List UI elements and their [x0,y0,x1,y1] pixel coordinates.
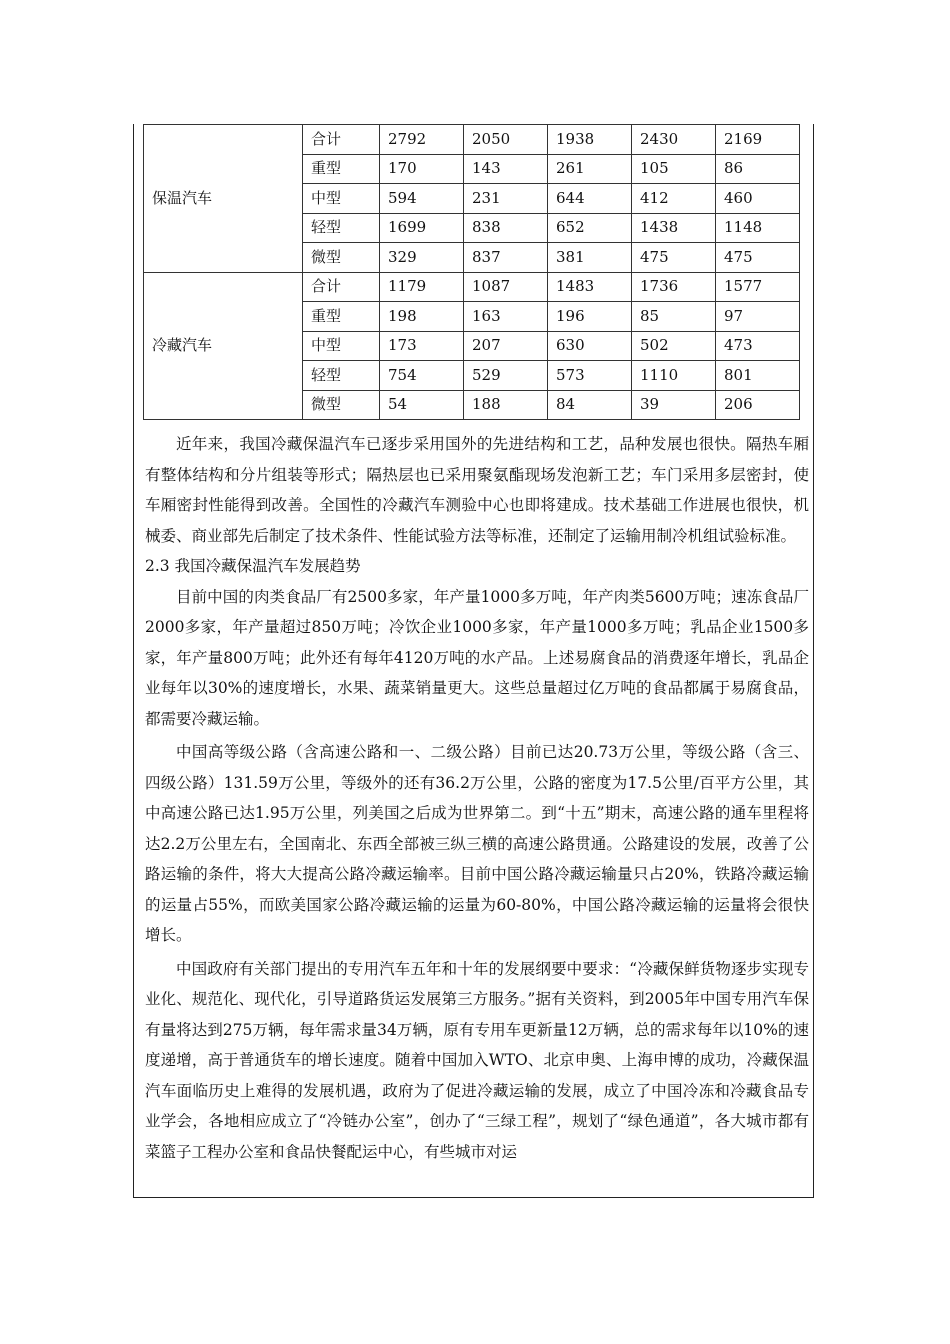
row-type: 合计 [303,272,380,302]
cell-value: 1148 [716,213,800,243]
cell-value: 652 [548,213,632,243]
row-type: 轻型 [303,213,380,243]
row-type: 微型 [303,243,380,273]
cell-value: 1110 [632,361,716,391]
row-type: 中型 [303,184,380,214]
cell-value: 207 [464,331,548,361]
cell-value: 329 [380,243,464,273]
cell-value: 1736 [632,272,716,302]
cell-value: 1699 [380,213,464,243]
cell-value: 2050 [464,125,548,155]
cell-value: 1938 [548,125,632,155]
cell-value: 85 [632,302,716,332]
paragraph: 目前中国的肉类食品厂有2500多家，年产量1000多万吨，年产肉类5600万吨；速冻食品厂2000多家，年产量超过850万吨；冷饮企业1000多家，年产量1000多万吨；乳品企业1500多家，年产量800万吨；此外还有每年4120万吨的水产品。上述易腐食品的消费逐年增长，乳品企业每年以30%的速度增长，水果、蔬菜销量更大。这些总量超过亿万吨的食品都属于易腐食品，都需要冷藏运输。 [145,587,809,728]
cell-value: 473 [716,331,800,361]
cell-value: 1577 [716,272,800,302]
paragraph: 中国政府有关部门提出的专用汽车五年和十年的发展纲要中要求：“冷藏保鲜货物逐步实现专业化、规范化、现代化，引导道路货运发展第三方服务。”据有关资料，到2005年中国专用汽车保有量将达到275万辆，每年需求量34万辆，原有专用车更新量12万辆，总的需求每年以10%的速度递增，高于普通货车的增长速度。随着中国加入WTO、北京申奥、上海申博的成功，冷藏保温汽车面临历史上难得的发展机遇，政府为了促进冷藏运输的发展，成立了中国冷冻和冷藏食品专业学会，各地相应成立了“冷链办公室”，创办了“三绿工程”，规划了“绿色通道”，各大城市都有菜篮子工程办公室和食品快餐配运中心，有些城市对运 [145,959,809,1161]
row-type: 重型 [303,154,380,184]
cell-value: 84 [548,390,632,420]
cell-value: 170 [380,154,464,184]
cell-value: 54 [380,390,464,420]
cell-value: 573 [548,361,632,391]
row-type: 微型 [303,390,380,420]
cell-value: 838 [464,213,548,243]
cell-value: 475 [716,243,800,273]
cell-value: 630 [548,331,632,361]
cell-value: 196 [548,302,632,332]
cell-value: 206 [716,390,800,420]
cell-value: 1438 [632,213,716,243]
cell-value: 594 [380,184,464,214]
group-label: 保温汽车 [144,125,303,273]
cell-value: 86 [716,154,800,184]
row-type: 合计 [303,125,380,155]
vehicle-data-table [143,124,800,420]
cell-value: 475 [632,243,716,273]
cell-value: 644 [548,184,632,214]
cell-value: 173 [380,331,464,361]
cell-value: 2792 [380,125,464,155]
section-heading: 2.3 我国冷藏保温汽车发展趋势 [145,557,361,575]
cell-value: 163 [464,302,548,332]
cell-value: 460 [716,184,800,214]
cell-value: 188 [464,390,548,420]
cell-value: 231 [464,184,548,214]
cell-value: 2430 [632,125,716,155]
row-type: 中型 [303,331,380,361]
group-label: 冷藏汽车 [144,272,303,420]
cell-value: 39 [632,390,716,420]
table-row [144,272,800,302]
cell-value: 105 [632,154,716,184]
cell-value: 412 [632,184,716,214]
cell-value: 1087 [464,272,548,302]
cell-value: 381 [548,243,632,273]
table-row [144,125,800,155]
cell-value: 837 [464,243,548,273]
cell-value: 143 [464,154,548,184]
cell-value: 198 [380,302,464,332]
cell-value: 502 [632,331,716,361]
cell-value: 2169 [716,125,800,155]
cell-value: 261 [548,154,632,184]
cell-value: 801 [716,361,800,391]
cell-value: 1483 [548,272,632,302]
cell-value: 754 [380,361,464,391]
cell-value: 1179 [380,272,464,302]
row-type: 重型 [303,302,380,332]
row-type: 轻型 [303,361,380,391]
cell-value: 97 [716,302,800,332]
cell-value: 529 [464,361,548,391]
paragraph: 近年来，我国冷藏保温汽车已逐步采用国外的先进结构和工艺，品种发展也很快。隔热车厢有整体结构和分片组装等形式；隔热层也已采用聚氨酯现场发泡新工艺；车门采用多层密封，使车厢密封性能得到改善。全国性的冷藏汽车测验中心也即将建成。技术基础工作进展也很快，机械委、商业部先后制定了技术条件、性能试验方法等标准，还制定了运输用制冷机组试验标准。 [145,435,809,545]
paragraph: 中国高等级公路（含高速公路和一、二级公路）目前已达20.73万公里，等级公路（含三、四级公路）131.59万公里，等级外的还有36.2万公里，公路的密度为17.5公里/百平方公里，其中高速公路已达1.95万公里，列美国之后成为世界第二。到“十五”期末，高速公路的通车里程将达2.2万公里左右，全国南北、东西全部被三纵三横的高速公路贯通。公路建设的发展，改善了公路运输的条件，将大大提高公路冷藏运输率。目前中国公路冷藏运输量只占20%，铁路冷藏运输的运量占55%，而欧美国家公路冷藏运输的运量为60-80%，中国公路冷藏运输的运量将会很快增长。 [145,743,809,944]
body-text [145,429,809,1167]
